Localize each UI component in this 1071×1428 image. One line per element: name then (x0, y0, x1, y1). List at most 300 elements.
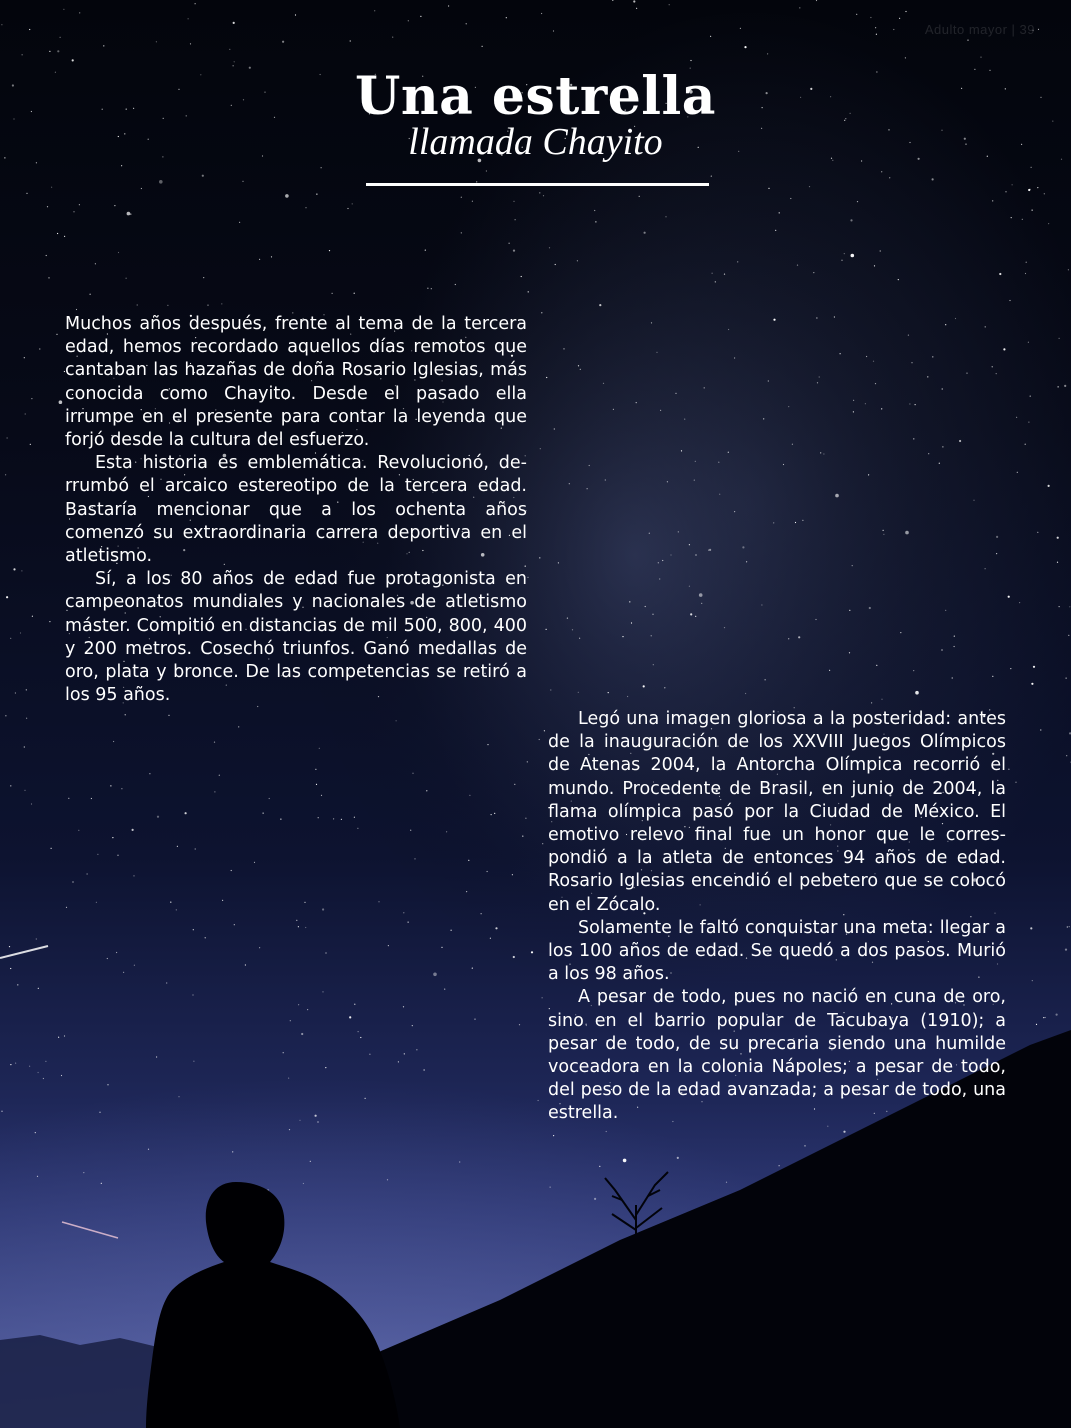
star (992, 676, 993, 677)
star (1030, 396, 1031, 397)
star (332, 293, 333, 294)
star (649, 533, 650, 534)
star (474, 1019, 475, 1020)
star (117, 855, 118, 856)
star (58, 1037, 59, 1038)
star (214, 791, 215, 792)
star (305, 207, 306, 208)
star (24, 746, 25, 747)
star (765, 679, 766, 680)
star (1026, 262, 1027, 263)
star (905, 531, 909, 535)
star (141, 188, 142, 189)
star (263, 813, 264, 814)
star (15, 1063, 16, 1064)
star (664, 687, 665, 688)
star (761, 604, 762, 605)
star (408, 20, 409, 21)
star (660, 410, 661, 411)
star (25, 413, 26, 414)
star (539, 557, 540, 558)
star (589, 465, 590, 466)
star (718, 462, 719, 463)
star (580, 369, 581, 370)
star (412, 773, 413, 774)
star (665, 216, 666, 217)
star (939, 463, 940, 464)
star (103, 45, 104, 46)
star (234, 924, 235, 925)
star (715, 281, 716, 282)
star (280, 819, 281, 820)
star (900, 632, 901, 633)
star (669, 4, 670, 5)
star (662, 560, 663, 561)
star (942, 446, 943, 447)
star (734, 357, 735, 358)
star (572, 629, 573, 630)
star (699, 593, 703, 597)
star (853, 411, 854, 412)
star (605, 479, 606, 480)
star (639, 196, 640, 197)
star (1045, 1017, 1046, 1018)
star (123, 972, 124, 973)
star (1008, 596, 1010, 598)
star (347, 208, 348, 209)
star (118, 252, 119, 253)
star (1008, 769, 1009, 770)
star (95, 263, 96, 264)
star (461, 197, 462, 198)
star (426, 790, 427, 791)
article-title (0, 68, 1071, 162)
star (357, 828, 358, 829)
star (550, 1187, 551, 1188)
star (446, 831, 447, 832)
star (539, 739, 540, 740)
star (455, 284, 456, 285)
star (6, 596, 8, 598)
star (1025, 444, 1026, 445)
star (398, 1061, 399, 1062)
star (231, 870, 232, 871)
star (744, 46, 746, 48)
star (32, 616, 33, 617)
star (72, 881, 73, 882)
star (538, 1100, 539, 1101)
star (873, 361, 874, 362)
star (37, 1176, 38, 1177)
star (431, 288, 432, 289)
star (555, 264, 556, 265)
star (881, 408, 882, 409)
star (513, 201, 514, 202)
star (763, 418, 764, 419)
star (804, 1145, 805, 1146)
star (315, 1115, 317, 1117)
star (1028, 422, 1029, 423)
star (1012, 184, 1013, 185)
star (876, 665, 877, 666)
star (38, 1072, 39, 1073)
paragraph: Muchos años después, frente al tema de la tercera edad, hemos recordado aquellos días remotos que cantaban las hazañas de doña Rosario Iglesias, más conocida como Chayito. Desde el pasado ella irrumpe en el presente para contar la leyenda que forjó desde la cultura del esfuerzo. (65, 314, 527, 451)
star (24, 357, 25, 358)
star (295, 14, 296, 15)
star (159, 180, 163, 184)
star (905, 57, 906, 58)
star (1030, 927, 1032, 929)
star (193, 1061, 194, 1062)
star (1057, 537, 1059, 539)
star (1059, 606, 1060, 607)
star (856, 14, 857, 15)
star (563, 348, 564, 349)
star (915, 404, 916, 405)
star (238, 726, 239, 727)
star (868, 474, 869, 475)
star (38, 988, 39, 989)
star (403, 912, 404, 913)
star (932, 178, 934, 180)
star (29, 1066, 30, 1067)
star (959, 440, 961, 442)
star (76, 309, 77, 310)
star (550, 689, 551, 690)
star (416, 1049, 417, 1050)
star (259, 259, 260, 260)
star (269, 798, 270, 799)
star (695, 616, 696, 617)
star (420, 16, 421, 17)
star (932, 356, 933, 357)
star (17, 984, 18, 985)
star (26, 718, 27, 719)
star (148, 1149, 149, 1150)
star (285, 194, 289, 198)
star (1066, 755, 1067, 756)
star (577, 260, 578, 261)
star (177, 846, 178, 847)
star (675, 393, 676, 394)
star (594, 210, 595, 211)
star (519, 1024, 520, 1025)
star (229, 49, 230, 50)
star (928, 453, 929, 454)
star (527, 577, 528, 578)
star (1031, 167, 1032, 168)
star (992, 366, 993, 367)
star (875, 27, 876, 28)
star (999, 273, 1001, 275)
star (708, 550, 709, 551)
star (1, 1111, 2, 1112)
star (883, 530, 884, 531)
star (459, 1161, 460, 1162)
star (354, 817, 355, 818)
star (195, 848, 196, 849)
star (15, 692, 16, 693)
star (66, 907, 67, 908)
star (881, 699, 882, 700)
star (107, 958, 108, 959)
star (773, 522, 774, 523)
star (709, 549, 711, 551)
star (469, 795, 470, 796)
star (955, 318, 956, 319)
star (546, 629, 547, 630)
star (51, 187, 52, 188)
star (1066, 678, 1067, 679)
star (64, 236, 65, 237)
star (56, 334, 57, 335)
star (110, 785, 111, 786)
star (466, 891, 467, 892)
star (711, 176, 712, 177)
star (689, 544, 690, 545)
star (349, 1016, 351, 1018)
star (113, 741, 114, 742)
star (410, 830, 411, 831)
star (61, 1075, 62, 1076)
star (985, 568, 986, 569)
star (1068, 269, 1069, 270)
star (259, 947, 260, 948)
star (322, 991, 323, 992)
star (531, 951, 533, 953)
star (773, 319, 775, 321)
star (43, 1078, 44, 1079)
star (72, 59, 74, 61)
star (967, 40, 968, 41)
star (125, 714, 126, 715)
star (651, 635, 652, 636)
star (205, 937, 206, 938)
star (799, 7, 800, 8)
star (909, 403, 910, 404)
star (512, 874, 513, 875)
star (487, 871, 488, 872)
star (622, 636, 623, 637)
star (1016, 417, 1017, 418)
star (59, 400, 63, 404)
star (352, 203, 353, 204)
star (644, 232, 646, 234)
star (301, 1033, 303, 1035)
star (546, 377, 547, 378)
star (874, 265, 875, 266)
star (79, 204, 80, 205)
star (354, 293, 355, 294)
star (134, 965, 135, 966)
star (880, 250, 881, 251)
star (1017, 472, 1018, 473)
star (889, 177, 890, 178)
article-right-column (548, 708, 1006, 1126)
star (1048, 485, 1050, 487)
star (321, 795, 322, 796)
shooting-star-left (0, 946, 48, 958)
star (701, 603, 702, 604)
star (121, 165, 122, 166)
star (116, 952, 117, 953)
star (823, 453, 824, 454)
star (587, 488, 588, 489)
star (779, 1165, 780, 1166)
star (954, 646, 955, 647)
star (63, 9, 64, 10)
star (599, 1166, 600, 1167)
star (441, 947, 442, 948)
star (1037, 187, 1038, 188)
star (112, 837, 113, 838)
star (678, 531, 679, 532)
star (26, 193, 27, 194)
star (829, 670, 830, 671)
star (710, 36, 711, 37)
star (525, 818, 526, 819)
star (369, 1054, 370, 1055)
star (779, 212, 780, 213)
star (677, 1157, 679, 1159)
star (408, 922, 409, 923)
star (788, 638, 789, 639)
star (13, 568, 15, 570)
star (30, 444, 31, 445)
star (487, 744, 488, 745)
star (1048, 223, 1049, 224)
star (509, 243, 510, 244)
star (689, 586, 690, 587)
star (64, 1035, 65, 1036)
star (1057, 562, 1058, 563)
star (271, 256, 272, 257)
star (911, 362, 912, 363)
star (46, 255, 47, 256)
article-left-column (65, 313, 527, 707)
star (690, 60, 691, 61)
star (870, 17, 871, 18)
star (20, 632, 21, 633)
star (869, 607, 871, 609)
star (468, 860, 469, 861)
star (21, 570, 22, 571)
star (425, 250, 426, 251)
star (10, 638, 11, 639)
star (47, 206, 48, 207)
star (491, 814, 492, 815)
star (966, 373, 967, 374)
star (298, 926, 299, 927)
star (57, 233, 58, 234)
star (60, 37, 61, 38)
star (1069, 926, 1070, 927)
star (1011, 217, 1012, 218)
star (579, 638, 580, 639)
star (670, 554, 671, 555)
star (195, 3, 196, 4)
star (941, 649, 942, 650)
star (996, 373, 997, 374)
star (815, 619, 816, 620)
star (608, 692, 609, 693)
star (694, 480, 695, 481)
star (461, 232, 462, 233)
star (233, 22, 235, 24)
star (283, 1052, 284, 1053)
star (22, 54, 23, 55)
star (36, 938, 37, 939)
star (73, 211, 74, 212)
star (1069, 606, 1070, 607)
title-main: Una estrella (354, 66, 716, 127)
star (1003, 348, 1005, 350)
star (494, 813, 495, 814)
star (207, 305, 208, 306)
star (68, 798, 69, 799)
star (325, 952, 326, 953)
star (403, 1006, 404, 1007)
star (156, 1056, 157, 1057)
star (798, 636, 800, 638)
star (9, 946, 10, 947)
star (188, 18, 189, 19)
star (49, 621, 50, 622)
star (168, 715, 169, 716)
star (816, 317, 817, 318)
star (157, 816, 159, 818)
star (992, 200, 993, 201)
star (942, 388, 943, 389)
star (1010, 668, 1011, 669)
star (304, 902, 305, 903)
star (87, 873, 88, 874)
star (849, 652, 850, 653)
star (840, 353, 841, 354)
star (704, 387, 705, 388)
star (629, 601, 630, 602)
star (623, 1159, 627, 1163)
star (299, 1120, 300, 1121)
star (514, 784, 515, 785)
star (726, 1182, 727, 1183)
star (841, 260, 842, 261)
star (712, 273, 713, 274)
star (232, 1151, 233, 1152)
star (1, 24, 2, 25)
star (853, 400, 854, 401)
star (819, 376, 820, 377)
star (681, 450, 682, 451)
star (1067, 926, 1068, 927)
star (451, 930, 452, 931)
star (567, 618, 568, 619)
star (49, 51, 50, 52)
star (99, 1112, 100, 1113)
star (558, 562, 559, 563)
star (606, 1131, 607, 1132)
star (316, 194, 317, 195)
star (5, 715, 6, 716)
star (881, 171, 882, 172)
star (39, 348, 40, 349)
star (350, 40, 351, 41)
star (392, 37, 393, 38)
star (802, 520, 803, 521)
star (927, 376, 928, 377)
page-header-ref: Adulto mayor | 39 (924, 22, 1035, 37)
star (214, 742, 215, 743)
